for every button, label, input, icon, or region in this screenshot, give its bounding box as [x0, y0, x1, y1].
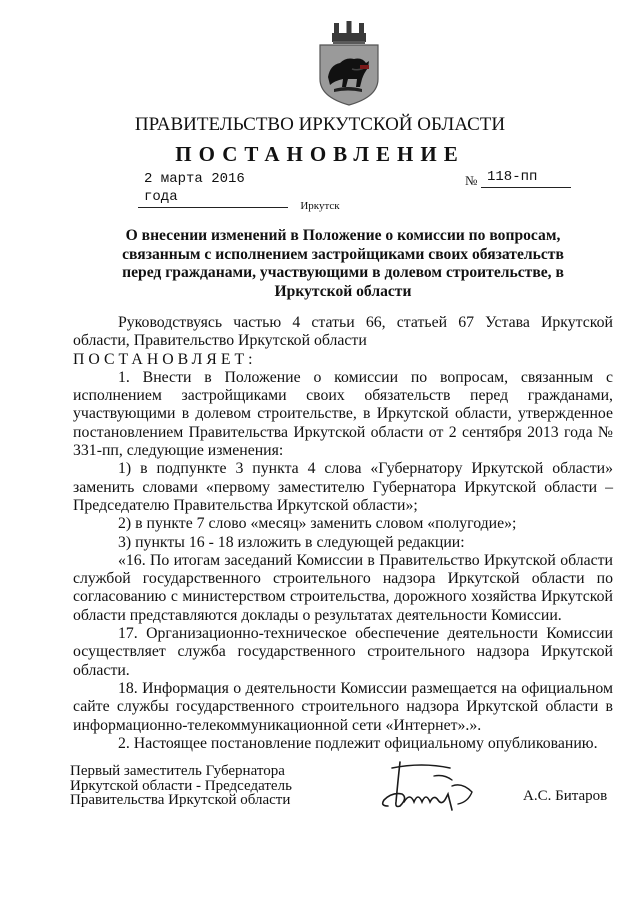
subitem-1-paragraph: 1) в подпункте 3 пункта 4 слова «Губернатору Иркутской области» заменить словами «первому заместителю Губернатора Иркутской области – Председателю Правительства Иркутской области»; [73, 460, 613, 514]
point-18-paragraph: 18. Информация о деятельности Комиссии размещается на официальном сайте службы государственного строительного надзора Иркутской области в информационно-телекоммуникационной сети «Интернет».». [73, 679, 613, 734]
resolves-heading: ПОСТАНОВЛЯЕТ: [73, 350, 257, 368]
document-title: О внесении изменений в Положение о комиссии по вопросам, связанным с исполнением застройщиками своих обязательств перед гражданами, участвующими в долевом строительстве, в Иркутской области [122, 227, 564, 300]
intro-paragraph: Руководствуясь частью 4 статьи 66, статьей 67 Устава Иркутской области, Правительство Иркутской области [73, 314, 613, 350]
handwritten-signature [378, 758, 478, 814]
signer-position-line: Правительства Иркутской области [70, 792, 291, 808]
crown-icon [332, 21, 366, 44]
document-body [73, 314, 613, 753]
number-sign: № [465, 173, 478, 188]
document-type-heading: ПОСТАНОВЛЕНИЕ [175, 142, 465, 166]
document-number: 118-пп [481, 168, 571, 188]
coat-of-arms-icon [316, 21, 382, 107]
city: Иркутск [300, 200, 340, 212]
signer-position-line: Иркутской области - Председатель [70, 777, 292, 794]
item-1-paragraph: 1. Внести в Положение о комиссии по вопросам, связанным с исполнением застройщиками своих обязательств перед гражданами, участвующими в долевом строительстве, в Иркутской области, утвержденное постановлением Правительства Иркутской области от 2 сентября 2013 года № 331-пп, следующие изменения: [73, 368, 613, 460]
document-date: 2 марта 2016 года [138, 170, 288, 208]
signer-position [70, 764, 330, 808]
item-2-paragraph: 2. Настоящее постановление подлежит официальному опубликованию. [118, 734, 598, 752]
subitem-3-paragraph: 3) пункты 16 - 18 изложить в следующей редакции: [118, 533, 465, 551]
signer-name: А.С. Битаров [523, 788, 608, 804]
government-name: ПРАВИТЕЛЬСТВО ИРКУТСКОЙ ОБЛАСТИ [134, 114, 506, 135]
subitem-2-paragraph: 2) в пункте 7 слово «месяц» заменить словом «полугодие»; [118, 515, 517, 533]
signer-position-line: Первый заместитель Губернатора [70, 763, 285, 779]
point-17-paragraph: 17. Организационно-техническое обеспечение деятельности Комиссии осуществляет служба государственного строительного надзора Иркутской области. [73, 625, 613, 679]
point-16-paragraph: «16. По итогам заседаний Комиссии в Правительство Иркутской области службой государственного строительного надзора Иркутской области по согласованию с министерством строительства, дорожного хозяйства Иркутской области представляются доклады о результатах деятельности Комиссии. [73, 551, 613, 624]
